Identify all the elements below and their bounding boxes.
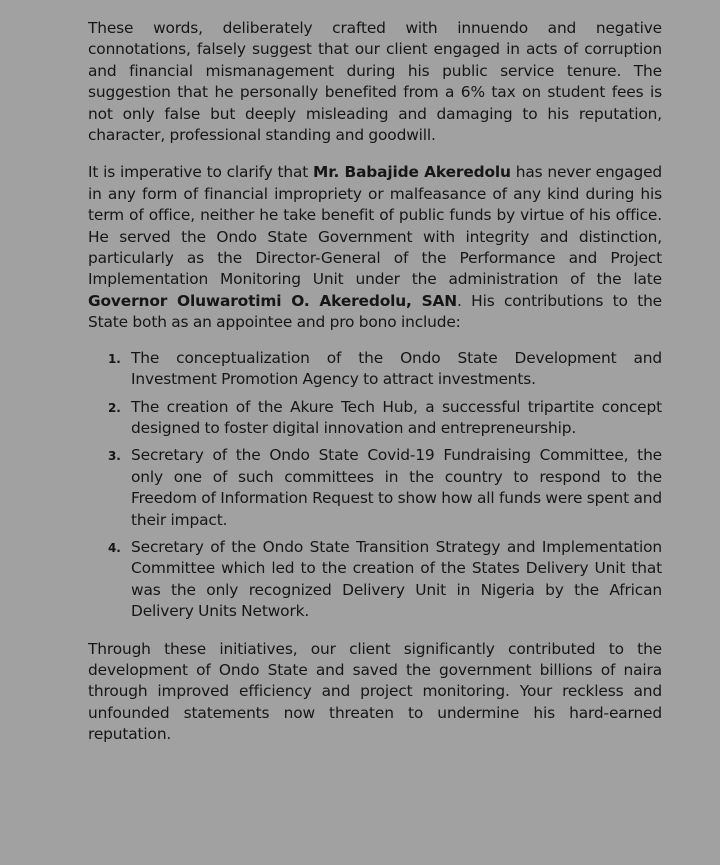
list-item — [88, 348, 662, 391]
paragraph-conclusion: Through these initiatives, our client significantly contributed to the development of Ondo State and saved the government billions of naira through improved efficiency and project monitoring. Your reckless and unfounded statements now threaten to undermine his hard-earned reputation. — [88, 639, 662, 744]
list-item-text: The creation of the Akure Tech Hub, a successful tripartite concept designed to foster digital innovation and entrepreneurship. — [131, 397, 662, 437]
list-item — [88, 537, 662, 623]
list-item — [88, 397, 662, 440]
paragraph-clarification — [88, 162, 662, 333]
clarification-text-3: . His contributions to the State both as an appointee and pro bono include: — [88, 291, 662, 332]
client-name: Mr. Babajide Akeredolu — [313, 163, 511, 182]
list-item-text: Secretary of the Ondo State Transition Strategy and Implementation Committee which led to the creation of the States Delivery Unit that was the only recognized Delivery Unit in Nigeria by the African Delivery Units Network. — [131, 537, 662, 621]
list-item-number: 1. — [108, 351, 121, 366]
contributions-list — [88, 348, 662, 623]
list-item — [88, 445, 662, 531]
list-item-text: Secretary of the Ondo State Covid-19 Fundraising Committee, the only one of such committees in the country to respond to the Freedom of Information Request to show how all funds were spent and their impact. — [131, 446, 662, 529]
clarification-text-2: has never engaged in any form of financial impropriety or malfeasance of any kind during his term of office, neither he take benefit of public funds by virtue of his office. He served the Ondo State Government with integrity and distinction, particularly as the Director-General of the Performance and Project Implementation Monitoring Unit under the administration of the late — [88, 163, 663, 289]
governor-name: Governor Oluwarotimi O. Akeredolu, SAN — [88, 291, 458, 310]
list-item-number: 2. — [108, 400, 121, 415]
list-item-number: 4. — [108, 540, 121, 555]
paragraph-allegations: These words, deliberately crafted with innuendo and negative connotations, falsely suggest that our client engaged in acts of corruption and financial mismanagement during his public service tenure. The suggestion that he personally benefited from a 6% tax on student fees is not only false but deeply misleading and damaging to his reputation, character, professional standing and goodwill. — [88, 19, 662, 145]
list-item-text: The conceptualization of the Ondo State Development and Investment Promotion Agency to attract investments. — [131, 348, 662, 389]
clarification-text-1: It is imperative to clarify that — [88, 163, 314, 182]
list-item-number: 3. — [108, 449, 121, 464]
letter-page — [88, 18, 662, 746]
